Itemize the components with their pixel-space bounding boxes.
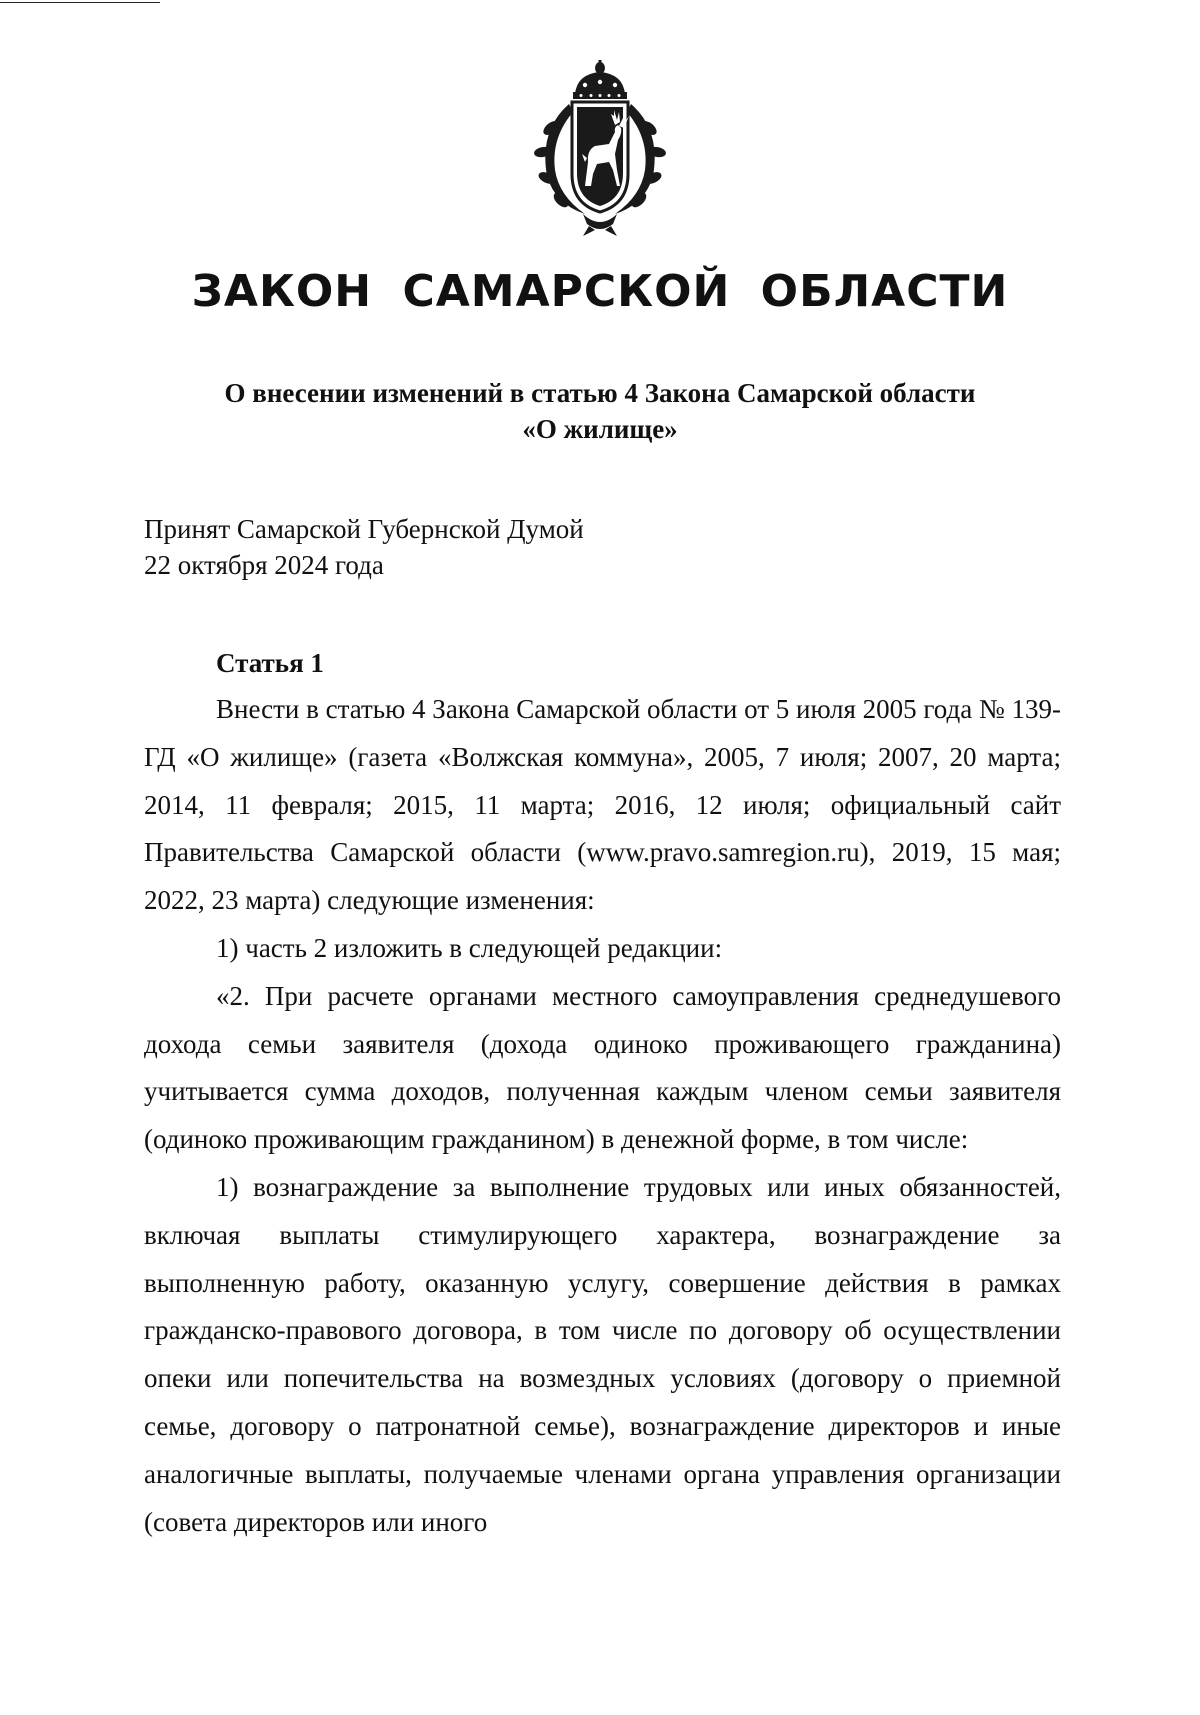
adoption-date: 22 октября 2024 года: [144, 550, 384, 580]
law-title: ЗАКОН САМАРСКОЙ ОБЛАСТИ: [191, 266, 1009, 317]
paragraph-subitem-1: 1) вознаграждение за выполнение трудовых или иных обязанностей, включая выплаты стимулирующего характера, вознаграждение за выполненную работу, оказанную услугу, совершение действия в рамках гражданско-правового договора, в том числе по договору об осуществлении опеки или попечительства на возмездных условиях (договору о приемной семье, договору о патронатной семье), вознаграждение директоров и иные аналогичные выплаты, получаемые членами органа управления организации (совета директоров или иного: [144, 1171, 1061, 1537]
article-body: [144, 686, 1061, 1546]
law-subtitle-line-2: «О жилище»: [522, 414, 678, 444]
paragraph-amendment-intro: Внести в статью 4 Закона Самарской области от 5 июля 2005 года № 139-ГД «О жилище» (газета «Волжская коммуна», 2005, 7 июля; 2007, 20 марта; 2014, 11 февраля; 2015, 11 марта; 2016, 12 июля; официальный сайт Правительства Самарской области (www.pravo.samregion.ru), 2019, 15 мая; 2022, 23 марта) следующие изменения:: [144, 694, 1061, 916]
adoption-body: Принят Самарской Губернской Думой: [144, 514, 584, 544]
paragraph-item-1: 1) часть 2 изложить в следующей редакции:: [216, 932, 723, 963]
samara-coat-of-arms-emblem: [525, 58, 675, 238]
scan-edge-mark: [0, 2, 160, 3]
paragraph-part-2: «2. При расчете органами местного самоуправления среднедушевого дохода семьи заявителя (дохода одиноко проживающего гражданина) учитывается сумма доходов, полученная каждым членом семьи заявителя (одиноко проживающим гражданином) в денежной форме, в том числе:: [144, 980, 1061, 1155]
law-subtitle-line-1: О внесении изменений в статью 4 Закона Самарской области: [224, 378, 976, 408]
article-heading: Статья 1: [216, 648, 324, 678]
